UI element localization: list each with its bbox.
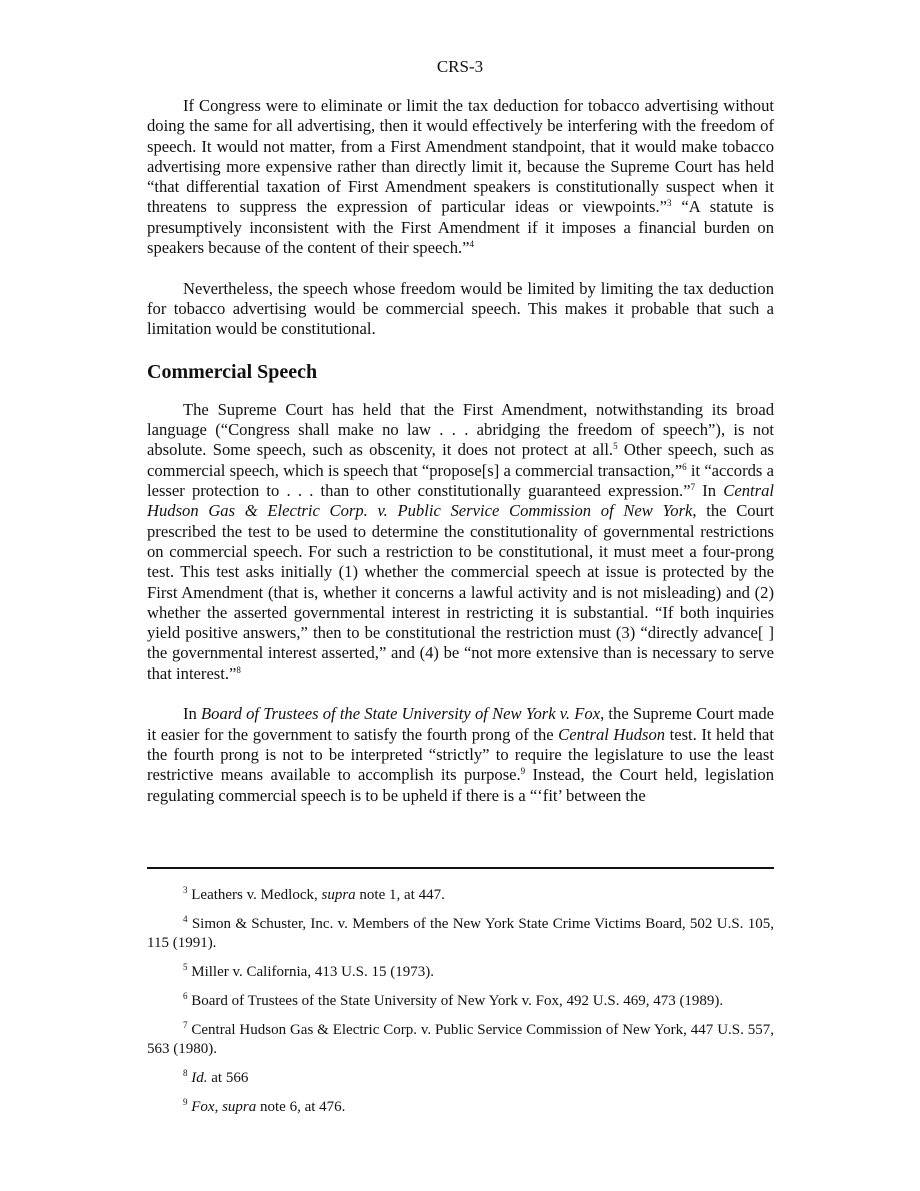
footnote-text: at 566 bbox=[207, 1070, 249, 1086]
footnote-number: 4 bbox=[183, 914, 188, 924]
footnote-text: , bbox=[214, 1099, 223, 1115]
footnote-italic: supra bbox=[222, 1099, 257, 1115]
footnote-number: 9 bbox=[183, 1097, 188, 1107]
footnote-text: Board of Trustees of the State University of New York v. Fox, 492 U.S. 469, 473 (1989). bbox=[187, 993, 724, 1009]
section-heading: Commercial Speech bbox=[147, 360, 318, 383]
paragraph-4 bbox=[147, 704, 774, 805]
footnote-ref-3[interactable]: 3 bbox=[666, 198, 672, 209]
footnote-italic: supra bbox=[321, 887, 356, 903]
paragraph-text: In bbox=[183, 704, 202, 724]
footnote-ref-6[interactable]: 6 bbox=[682, 461, 687, 472]
paragraph-text: , the Court prescribed the test to be used to determine the constitutionality of governmental restrictions on commercial speech. For such a restriction to be constitutional, it must meet a four-prong test. This test asks initially (1) whether the commercial speech at issue is protected by the First Amendment (that is, whether it concerns a lawful activity and is not misleading) and (2) whether the asserted governmental interest in restricting it is substantial. “If both inquiries yield positive answers,” then to be constitutional the restriction must (3) “directly advance[ ] the governmental interest asserted,” and (4) be “not more extensive than is necessary to serve that interest.” bbox=[147, 501, 774, 683]
footnote-ref-4[interactable]: 4 bbox=[469, 239, 475, 250]
paragraph-text: The Supreme Court has held that the First Amendment, notwithstanding its broad language (“Congress shall make no law . . . abridging the freedom of speech”), is not absolute. Some speech, such as obscenity, it does not protect at all. bbox=[147, 399, 774, 460]
footnote-number: 7 bbox=[183, 1020, 188, 1030]
case-name: Central Hudson Gas & Electric Corp. v. Public Service Commission of New York bbox=[147, 481, 774, 521]
footnote-ref-8[interactable]: 8 bbox=[236, 664, 241, 675]
paragraph-2 bbox=[147, 279, 774, 340]
paragraph-text: Instead, the Court held, legislation regulating commercial speech is to be upheld if there is a “‘fit’ between the bbox=[147, 765, 774, 805]
case-name: Board of Trustees of the State University of New York v. Fox bbox=[201, 704, 601, 724]
paragraph-text: In bbox=[695, 481, 724, 501]
paragraph-text: “A statute is presumptively inconsistent with the First Amendment if it imposes a financial burden on speakers because of the content of their speech.” bbox=[147, 197, 774, 258]
paragraph-text: it “accords a lesser protection to . . . than to other constitutionally guaranteed expression.” bbox=[147, 460, 774, 501]
footnote-text: Simon & Schuster, Inc. v. Members of the New York State Crime Victims Board, 502 U.S. 105, 115 (1991). bbox=[147, 916, 774, 951]
footnote-ref-7[interactable]: 7 bbox=[690, 482, 696, 493]
footnote-ref-9[interactable]: 9 bbox=[520, 766, 526, 777]
footnote-ref-5[interactable]: 5 bbox=[613, 441, 618, 452]
footnote-number: 3 bbox=[183, 885, 188, 895]
footnote-text: Leathers v. Medlock, bbox=[187, 887, 322, 903]
footnote-6 bbox=[147, 992, 774, 1011]
footnote-text: note 1, at 447. bbox=[355, 887, 445, 903]
footnote-3 bbox=[147, 886, 774, 905]
paragraph-text: test. It held that the fourth prong is not to be interpreted “strictly” to require the legislature to use the least restrictive means available to accomplish its purpose. bbox=[147, 724, 775, 785]
footnote-number: 6 bbox=[183, 991, 188, 1001]
footnote-italic: Fox bbox=[191, 1099, 215, 1115]
footnote-italic: Id. bbox=[191, 1070, 208, 1086]
footnote-8 bbox=[147, 1069, 774, 1088]
page-header: CRS-3 bbox=[436, 57, 484, 76]
footnote-4 bbox=[147, 915, 774, 953]
paragraph-text: If Congress were to eliminate or limit the tax deduction for tobacco advertising without doing the same for all advertising, then it would effectively be interfering with the freedom of speech. It would not matter, from a First Amendment standpoint, that it would make tobacco advertising more expensive rather than directly limit it, because the Supreme Court has held “that differential taxation of First Amendment speakers is constitutionally suspect when it threatens to suppress the expression of particular ideas or viewpoints.” bbox=[147, 96, 774, 217]
document-body bbox=[147, 96, 774, 826]
footnote-7 bbox=[147, 1021, 774, 1059]
paragraph-3 bbox=[147, 400, 774, 684]
paragraph-1 bbox=[147, 96, 774, 258]
footnote-number: 5 bbox=[183, 962, 188, 972]
paragraph-text: , the Supreme Court made it easier for the government to satisfy the fourth prong of the bbox=[147, 704, 774, 744]
footnote-divider bbox=[147, 867, 774, 869]
footnote-text: note 6, at 476. bbox=[256, 1099, 346, 1115]
footnote-5 bbox=[147, 963, 774, 982]
test-name: Central Hudson bbox=[558, 724, 666, 744]
footnote-number: 8 bbox=[183, 1068, 188, 1078]
paragraph-text: Nevertheless, the speech whose freedom would be limited by limiting the tax deduction for tobacco advertising would be commercial speech. This makes it probable that such a limitation would be constitutional. bbox=[147, 278, 774, 339]
footnotes bbox=[147, 886, 774, 1127]
footnote-text: Central Hudson Gas & Electric Corp. v. Public Service Commission of New York, 447 U.S. 557, 563 (1980). bbox=[147, 1022, 774, 1057]
paragraph-text: Other speech, such as commercial speech, which is speech that “propose[s] a commercial transaction,” bbox=[147, 440, 774, 480]
footnote-9 bbox=[147, 1098, 774, 1117]
footnote-text: Miller v. California, 413 U.S. 15 (1973). bbox=[187, 964, 434, 980]
